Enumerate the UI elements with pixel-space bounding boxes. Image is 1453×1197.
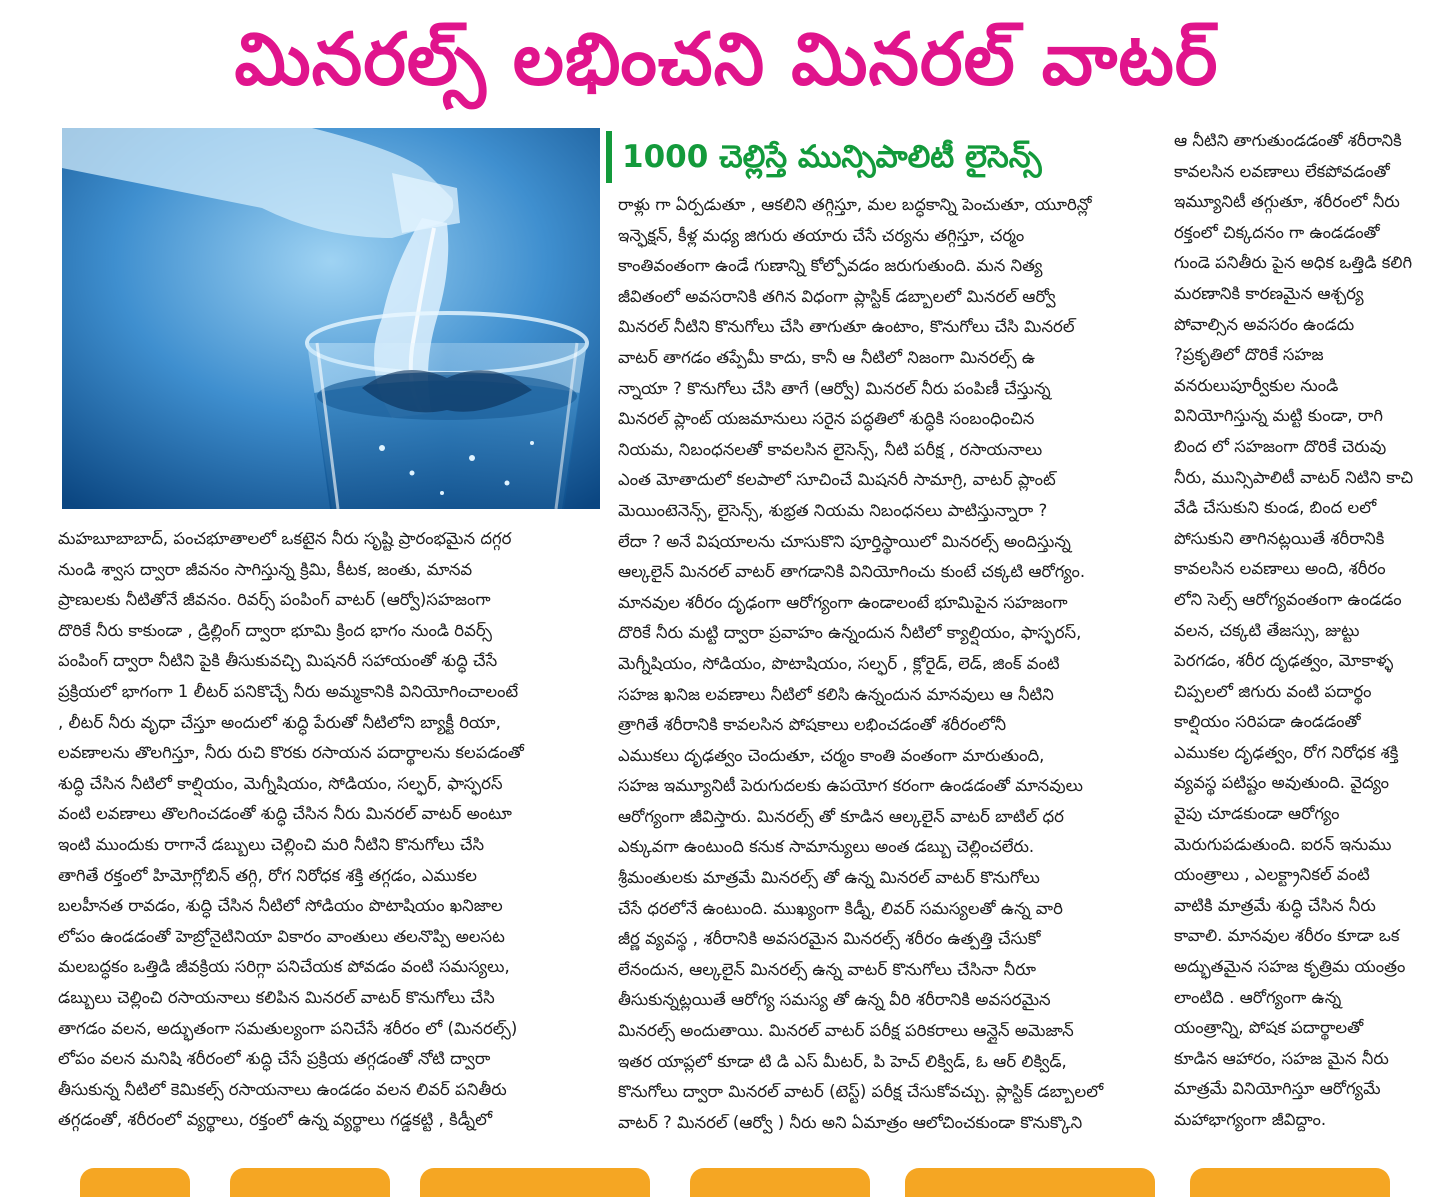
article-line: ఎముకల దృఢత్వం, రోగ నిరోధక శక్తి — [1174, 742, 1399, 762]
article-line: ఎముకలు దృఢత్వం చెందుతూ, చర్మం కాంతి వంతంగా మారుతుంది, — [618, 745, 1045, 765]
article-line: తాగడం వలన, అద్భుతంగా సమతుల్యంగా పనిచేసే శరీరం లో (మినరల్స్) — [58, 1018, 518, 1038]
article-line: యంత్రాలు , ఎలక్ట్రానికల్ వంటి — [1174, 865, 1370, 885]
article-line: పెరగడం, శరీర దృఢత్వం, మోకాళ్ళ — [1174, 651, 1394, 671]
article-column-right — [1174, 126, 1444, 1136]
article-line: కాల్షియం సరిపడా ఉండడంతో — [1174, 712, 1361, 732]
headline: మినరల్స్ లభించని మినరల్ వాటర్ — [234, 17, 1219, 101]
article-line: నుండి శ్వాస ద్వారా జీవనం సాగిస్తున్న క్రిమి, కీటక, జంతు, మానవ — [58, 559, 473, 579]
article-line: రాళ్లు గా ఏర్పడుతూ , ఆకలిని తగ్గిస్తూ, మల బద్ధకాన్ని పెంచుతూ, యూరిన్లో — [618, 195, 1092, 214]
article-line: న్నాయా ? కొనుగోలు చేసి తాగే (ఆర్వో) మినరల్ నీరు పంపిణీ చేస్తున్న — [618, 378, 1051, 398]
article-line: కావలసిన లవణాలు లేకపోవడంతో — [1174, 161, 1390, 181]
article-line: నీరు, మున్సిపాలిటీ వాటర్ నిటిని కాచి — [1174, 467, 1414, 487]
subhead-accent-bar — [606, 131, 612, 183]
article-line: వనరులుపూర్వీకుల నుండి — [1174, 375, 1339, 395]
article-line: ?ప్రకృతిలో దొరికే సహజ — [1174, 345, 1324, 365]
article-line: కూడిన ఆహారం, సహజ మైన నీరు — [1174, 1048, 1389, 1068]
article-line: మెయింటెనెన్స్, లైసెన్స్, శుభ్రత నియమ నిబంధనలు పాటిస్తున్నారా ? — [618, 500, 1048, 520]
subheadline: 1000 చెల్లిస్తే మున్సిపాలిటీ లైసెన్స్ — [622, 139, 1042, 175]
article-column-middle — [618, 190, 1158, 1138]
article-line: వాటర్ ? మినరల్ (ఆర్వో ) నీరు అని ఏమాత్రం ఆలోచించకుండా కొనుక్కొని — [618, 1112, 1083, 1132]
article-line: ఇన్ఫెక్షన్, కీళ్ల మధ్య జిగురు తయారు చేసే చర్యను తగ్గిస్తూ, చర్మం — [618, 225, 1025, 245]
article-line: తగ్గడంతో, శరీరంలో వ్యర్థాలు, రక్తంలో ఉన్న వ్యర్థాలు గడ్డకట్టి , కిడ్నీలో — [58, 1110, 493, 1130]
article-line: వలన, చక్కటి తేజస్సు, జుట్టు — [1174, 620, 1360, 640]
article-line: పంపింగ్ ద్వారా నీటిని పైకి తీసుకువచ్చి మిషనరీ సహాయంతో శుద్ధి చేసే — [58, 651, 498, 671]
article-line: వ్యవస్థ పటిష్టం అవుతుంది. వైద్యం — [1174, 773, 1390, 793]
article-line: నియమ, నిబంధనలతో కావలసిన లైసెన్స్, నీటి పరీక్ష , రసాయనాలు — [618, 439, 1043, 459]
article-line: ఆల్కలైన్ మినరల్ వాటర్ తాగడానికి వినియోగించు కుంటే చక్కటి ఆరోగ్యం. — [618, 562, 1086, 582]
article-line: మహాభాగ్యంగా జీవిద్దాం. — [1174, 1110, 1327, 1129]
article-line: మెగ్నీషియం, సోడియం, పొటాషియం, సల్ఫర్ , క్లోరైడ్, లెడ్, జింక్ వంటి — [618, 653, 1060, 673]
article-line: వైపు చూడకుండా ఆరోగ్యం — [1174, 804, 1340, 824]
article-line: లోపం వలన మనిషి శరీరంలో శుద్ధి చేసే ప్రక్రియ తగ్గడంతో నోటి ద్వారా — [58, 1049, 491, 1069]
article-line: ఆ నీటిని తాగుతుండడంతో శరీరానికి — [1174, 131, 1402, 150]
article-line: ఎంత మోతాదులో కలపాలో సూచించే మిషనరీ సామాగ్రి, వాటర్ ప్లాంట్ — [618, 470, 1056, 490]
article-line: ఇంటి ముందుకు రాగానే డబ్బులు చెల్లించి మరి నీటిని కొనుగోలు చేసి — [58, 834, 485, 854]
article-line: యంత్రాన్ని, పోషక పదార్థాలతో — [1174, 1018, 1364, 1038]
article-column-left — [58, 524, 606, 1136]
article-line: మినరల్ నీటిని కొనుగోలు చేసి తాగుతూ ఉంటాం, కొనుగోలు చేసి మినరల్ — [618, 317, 1075, 337]
article-line: వినియోగిస్తున్న మట్టి కుండా, రాగి — [1174, 406, 1383, 426]
article-line: సహజ ఇమ్యూనిటీ పెరుగుదలకు ఉపయోగ కరంగా ఉండడంతో మానవులు — [618, 776, 1083, 796]
article-line: లవణాలను తొలగిస్తూ, నీరు రుచి కొరకు రసాయన పదార్థాలను కలపడంతో — [58, 743, 524, 763]
article-line: శ్రీమంతులకు మాత్రమే మినరల్స్ తో ఉన్న మినరల్ వాటర్ కొనుగోలు — [618, 868, 1040, 888]
article-line: తీసుకున్న నీటిలో కెమికల్స్ రసాయనాలు ఉండడం వలన లివర్ పనితీరు — [58, 1079, 507, 1099]
article-line: డబ్బులు చెల్లించి రసాయనాలు కలిపిన మినరల్ వాటర్ కొనుగోలు చేసి — [58, 987, 495, 1007]
article-line: ఇమ్యూనిటీ తగ్గుతూ, శరీరంలో నీరు — [1174, 192, 1400, 212]
article-line: , లీటర్ నీరు వృధా చేస్తూ అందులో శుద్ధి పేరుతో నీటిలోని బ్యాక్టీ రియా, — [58, 712, 501, 732]
article-line: దొరికే నీరు కాకుండా , డ్రిల్లింగ్ ద్వారా భూమి క్రింద భాగం నుండి రివర్స్ — [58, 620, 492, 640]
article-line: దొరికే నీరు మట్టి ద్వారా ప్రవాహం ఉన్నందున నీటిలో క్యాల్షియం, ఫాస్ఫరస్, — [618, 623, 1082, 643]
article-line: పోసుకుని తాగినట్లయితే శరీరానికి — [1174, 528, 1385, 548]
article-line: బింద లో సహజంగా దొరికే చెరువు — [1174, 436, 1387, 456]
article-line: శుద్ధి చేసిన నీటిలో కాల్షియం, మెగ్నీషియం, సోడియం, సల్ఫర్, ఫాస్ఫరస్ — [58, 773, 503, 793]
article-line: ఇతర యాప్లలో కూడా టి డి ఎస్ మీటర్, పి హెచ్ లిక్విడ్, ఓ ఆర్ లిక్విడ్, — [618, 1051, 1067, 1071]
article-line: లోపం ఉండడంతో హెబ్రోనైటినియా వికారం వాంతులు తలనొప్పి అలసట — [58, 926, 505, 946]
article-line: ఆరోగ్యంగా జీవిస్తారు. మినరల్స్ తో కూడిన ఆల్కలైన్ వాటర్ బాటిల్ ధర — [618, 806, 1064, 826]
article-line: తీసుకున్నట్లయితే ఆరోగ్య సమస్య తో ఉన్న వీరి శరీరానికి అవసరమైన — [618, 990, 1051, 1010]
article-line: వేడి చేసుకుని కుండ, బింద లలో — [1174, 498, 1377, 518]
article-line: ప్రక్రియలో భాగంగా 1 లీటర్ పనికొచ్చే నీరు అమ్మకానికి వినియోగించాలంటే — [58, 681, 519, 701]
article-line: సహజ ఖనిజ లవణాలు నీటిలో కలిసి ఉన్నందున మానవులు ఆ నీటిని — [618, 684, 1054, 704]
article-line: మానవుల శరీరం దృఢంగా ఆరోగ్యంగా ఉండాలంటే భూమిపైన సహజంగా — [618, 592, 1068, 612]
article-line: లాంటిది . ఆరోగ్యంగా ఉన్న — [1174, 987, 1342, 1007]
article-line: తాగితే రక్తంలో హిమోగ్లోబిన్ తగ్గి, రోగ నిరోధక శక్తి తగ్గడం, ఎముకల — [58, 865, 477, 885]
article-line: ఎక్కువగా ఉంటుంది కనుక సామాన్యులు అంత డబ్బు చెల్లించలేరు. — [618, 837, 1035, 857]
water-pouring-into-glass-photo — [62, 128, 600, 509]
article-line: మినరల్స్ అందుతాయి. మినరల్ వాటర్ పరీక్ష పరికరాలు ఆన్లైన్ అమెజాన్ — [618, 1021, 1074, 1041]
article-line: పోవాల్సిన అవసరం ఉండదు — [1174, 314, 1355, 334]
article-line: చిప్పలలో జిగురు వంటి పదార్థం — [1174, 681, 1372, 701]
water-pouring-photo — [62, 128, 600, 509]
article-line: వంటి లవణాలు తొలగించడంతో శుద్ధి చేసిన నీరు మినరల్ వాటర్ అంటూ — [58, 804, 512, 824]
article-line: ప్రాణులకు నీటితోనే జీవనం. రివర్స్ పంపింగ్ వాటర్ (ఆర్వో)సహజంగా — [58, 590, 491, 610]
article-line: లోని సెల్స్ ఆరోగ్యవంతంగా ఉండడం — [1174, 589, 1402, 609]
article-line: రక్తంలో చిక్కదనం గా ఉండడంతో — [1174, 222, 1380, 242]
article-line: కాంతివంతంగా ఉండే గుణాన్ని కోల్పోవడం జరుగుతుంది. మన నిత్య — [618, 256, 1043, 276]
article-line: మలబద్ధకం ఒత్తిడి జీవక్రియ సరిగ్గా పనిచేయక పోవడం వంటి సమస్యలు, — [58, 957, 510, 977]
article-line: లేనందున, ఆల్కలైన్ మినరల్స్ ఉన్న వాటర్ కొనుగోలు చేసినా నీరూ — [618, 959, 1037, 979]
next-headline-cropped — [0, 1160, 1453, 1197]
article-line: జీర్ణ వ్యవస్థ , శరీరానికి అవసరమైన మినరల్స్ శరీరం ఉత్పత్తి చేసుకో — [618, 929, 1041, 949]
article-line: గుండె పనితీరు పైన అధిక ఒత్తిడి కలిగి — [1174, 253, 1413, 273]
article-line: కావలసిన లవణాలు అంది, శరీరం — [1174, 559, 1386, 579]
article-line: మాత్రమే వినియోగిస్తూ ఆరోగ్యమే — [1174, 1079, 1381, 1099]
article-line: త్రాగితే శరీరానికి కావలసిన పోషకాలు లభించడంతో శరీరంలోనీ — [618, 715, 1007, 735]
article-line: చేసే ధరలోనే ఉంటుంది. ముఖ్యంగా కిడ్నీ, లివర్ సమస్యలతో ఉన్న వారి — [618, 898, 1063, 918]
article-line: లేదా ? అనే విషయాలను చూసుకొని పూర్తిస్థాయిలో మినరల్స్ అందిస్తున్న — [618, 531, 1071, 551]
article-line: వాటర్ తాగడం తప్పేమీ కాదు, కానీ ఆ నీటిలో నిజంగా మినరల్స్ ఉ — [618, 347, 1036, 367]
article-line: వాటికి మాత్రమే శుద్ధి చేసిన నీరు — [1174, 895, 1376, 915]
article-line: మహబూబాబాద్, పంచభూతాలలో ఒకటైన నీరు సృష్టి ప్రారంభమైన దగ్గర — [58, 529, 512, 548]
article-line: మెరుగుపడుతుంది. ఐరన్ ఇనుము — [1174, 834, 1392, 854]
article-line: కొనుగోలు ద్వారా మినరల్ వాటర్ (టెస్ట్) పరీక్ష చేసుకోవచ్చు. ప్లాస్టిక్ డబ్బాలలో — [618, 1082, 1104, 1102]
article-line: అద్భుతమైన సహజ కృత్రిమ యంత్రం — [1174, 957, 1406, 977]
article-line: మినరల్ ప్లాంట్ యజమానులు సరైన పద్ధతిలో శుద్ధికి సంబంధించిన — [618, 409, 1035, 429]
article-line: మరణానికి కారణమైన ఆశ్చర్య — [1174, 283, 1364, 303]
article-line: బలహీనత రావడం, శుద్ధి చేసిన నీటిలో సోడియం పొటాషియం ఖనిజాల — [58, 896, 503, 916]
article-line: జీవితంలో అవసరానికి తగిన విధంగా ప్లాస్టిక్ డబ్బాలలో మినరల్ ఆర్వో — [618, 286, 1056, 306]
article-line: కావాలి. మానవుల శరీరం కూడా ఒక — [1174, 926, 1400, 946]
